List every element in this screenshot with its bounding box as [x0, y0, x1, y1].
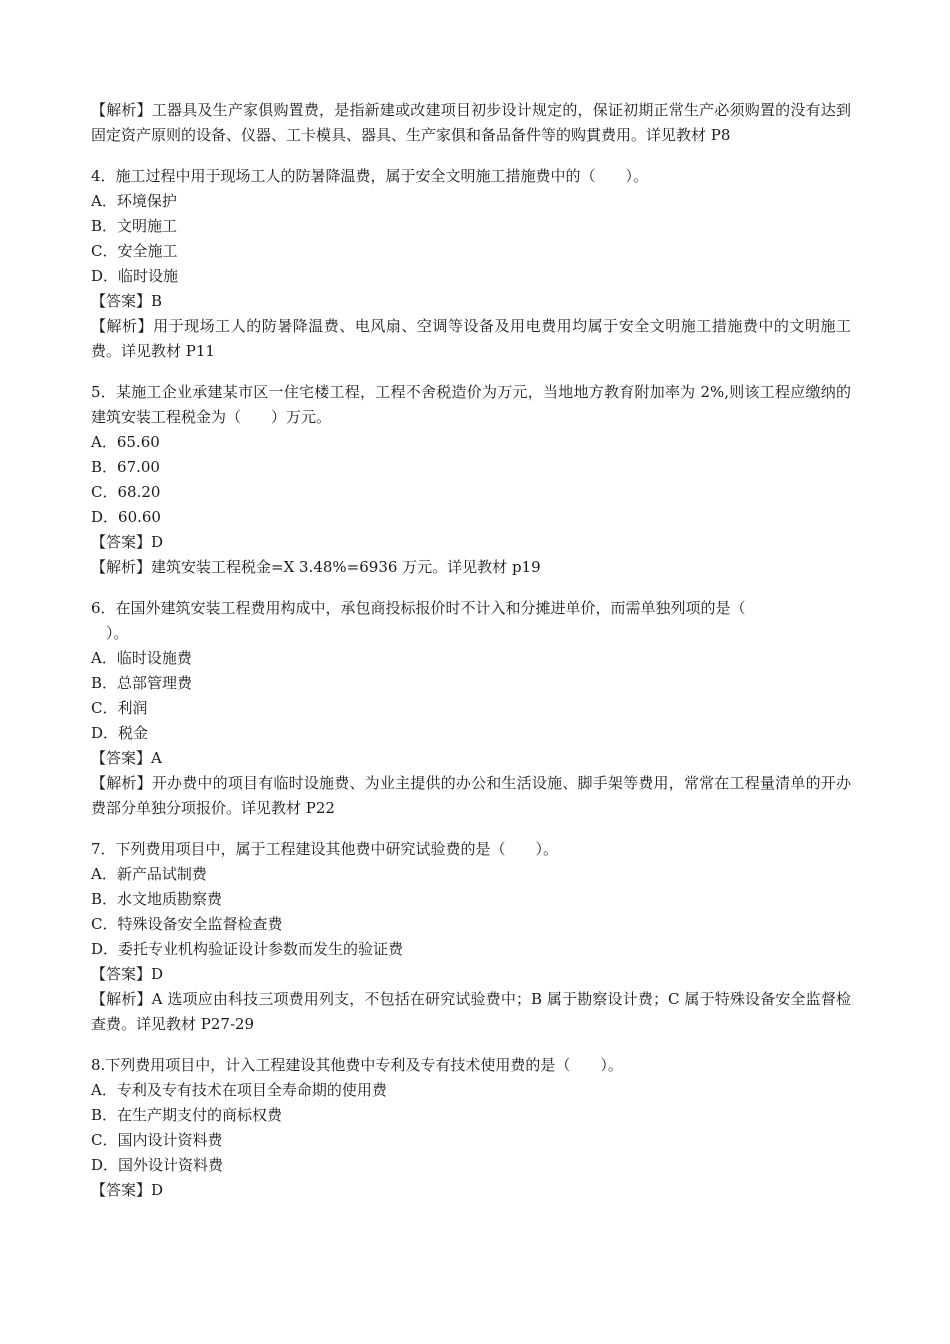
option-a: A．65.60 — [91, 433, 160, 451]
option-c: C．利润 — [91, 699, 148, 717]
answer-text: 【答案】D — [91, 965, 164, 983]
question-text: 4．施工过程中用于现场工人的防暑降温费，属于安全文明施工措施费中的（ ）。 — [91, 167, 649, 185]
analysis-text: 【解析】开办费中的项目有临时设施费、为业主提供的办公和生活设施、脚手架等费用，常常在工程量清单的开办费部分单独分项报价。详见教材 P22 — [91, 774, 851, 817]
answer-text: 【答案】D — [91, 1181, 164, 1199]
answer-text: 【答案】D — [91, 533, 164, 551]
answer-text: 【答案】A — [91, 749, 162, 767]
answer-text: 【答案】B — [91, 292, 163, 310]
question-block-7 — [91, 837, 851, 1037]
option-a: A．环境保护 — [91, 192, 177, 210]
question-block-4 — [91, 164, 851, 364]
question-text: 8.下列费用项目中，计入工程建设其他费中专利及专有技术使用费的是（ ）。 — [91, 1056, 623, 1074]
question-text-continued: ）。 — [106, 624, 129, 642]
option-c: C．68.20 — [91, 483, 161, 501]
option-d: D．委托专业机构验证设计参数而发生的验证费 — [91, 940, 404, 958]
question-text: 7．下列费用项目中，属于工程建设其他费中研究试验费的是（ ）。 — [91, 840, 559, 858]
option-b: B．67.00 — [91, 458, 160, 476]
question-text: 5．某施工企业承建某市区一住宅楼工程，工程不舍税造价为万元，当地地方教育附加率为 2%,则该工程应缴纳的建筑安装工程税金为（ ）万元。 — [91, 383, 851, 426]
option-d: D．国外设计资料费 — [91, 1156, 224, 1174]
analysis-text: 【解析】A 选项应由科技三项费用列支，不包括在研究试验费中；B 属于勘察设计费；C 属于特殊设备安全监督检查费。详见教材 P27-29 — [91, 990, 851, 1033]
option-c: C．安全施工 — [91, 242, 178, 260]
document-page — [91, 98, 851, 1203]
analysis-text: 【解析】建筑安装工程税金=X 3.48%=6936 万元。详见教材 p19 — [91, 558, 541, 576]
question-block-5 — [91, 380, 851, 580]
option-d: D．临时设施 — [91, 267, 179, 285]
question-block-8 — [91, 1053, 851, 1203]
question-block-3 — [91, 98, 851, 148]
option-b: B．总部管理费 — [91, 674, 193, 692]
option-b: B．文明施工 — [91, 217, 178, 235]
question-text: 6．在国外建筑安装工程费用构成中，承包商投标报价时不计入和分摊进单价，而需单独列项的是（ — [91, 599, 746, 617]
option-d: D．税金 — [91, 724, 149, 742]
option-a: A．临时设施费 — [91, 649, 192, 667]
option-a: A．专利及专有技术在项目全寿命期的使用费 — [91, 1081, 387, 1099]
analysis-text: 【解析】用于现场工人的防暑降温费、电风扇、空调等设备及用电费用均属于安全文明施工措施费中的文明施工费。详见教材 P11 — [91, 317, 851, 360]
option-c: C．特殊设备安全监督检查费 — [91, 915, 283, 933]
option-a: A．新产品试制费 — [91, 865, 207, 883]
option-b: B．水文地质勘察费 — [91, 890, 223, 908]
option-b: B．在生产期支付的商标权费 — [91, 1106, 283, 1124]
analysis-text: 【解析】工器具及生产家俱购置费，是指新建或改建项目初步设计规定的，保证初期正常生产必须购置的没有达到固定资产原则的设备、仪器、工卡模具、器具、生产家俱和备品备件等的购貫费用。详见教材 P8 — [91, 101, 851, 144]
option-c: C．国内设计资料费 — [91, 1131, 223, 1149]
question-block-6 — [91, 596, 851, 821]
option-d: D．60.60 — [91, 508, 161, 526]
